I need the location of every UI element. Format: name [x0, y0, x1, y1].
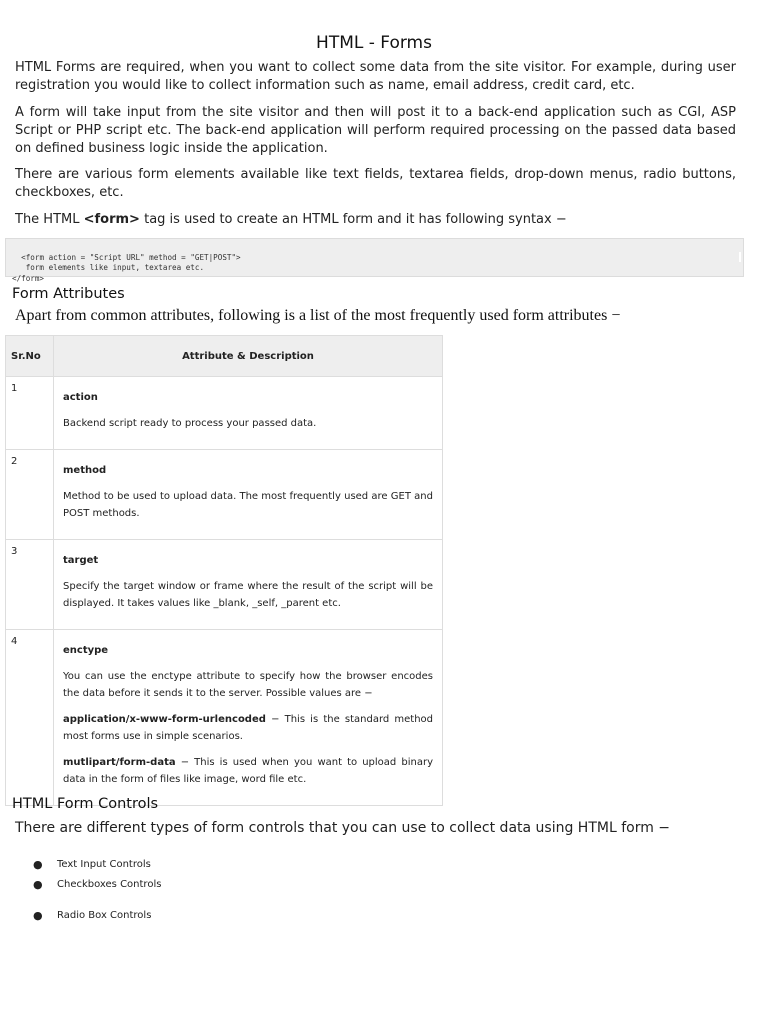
attribute-description: Backend script ready to process your passed data.: [63, 418, 317, 429]
attribute-description: You can use the enctype attribute to specify how the browser encodes the data before it sends it to the server. Possible values are −: [63, 670, 433, 699]
form-controls-intro: There are different types of form controls that you can use to collect data using HTML form −: [15, 820, 671, 836]
form-controls-list: [33, 856, 161, 927]
table-row: [6, 539, 443, 629]
row-number: 1: [6, 377, 54, 450]
enctype-term: application/x-www-form-urlencoded: [63, 713, 266, 725]
form-tag: <form>: [83, 212, 140, 227]
row-number: 3: [6, 539, 54, 629]
enctype-term-description: − This is used when you want to upload binary data in the form of files like image, word file etc.: [63, 756, 433, 785]
enctype-term: mutlipart/form-data: [63, 756, 176, 768]
attribute-name: enctype: [63, 644, 109, 656]
code-text: <form action = "Script URL" method = "GET|POST"> form elements like input, textarea etc. </form>: [12, 252, 241, 283]
enctype-term-description: − This is the standard method most forms use in simple scenarios.: [63, 713, 433, 742]
row-content: [54, 629, 443, 805]
syntax-intro-after: tag is used to create an HTML form and it has following syntax −: [139, 212, 567, 227]
syntax-intro-before: The HTML: [15, 212, 84, 227]
form-attributes-intro: Apart from common attributes, following is a list of the most frequently used form attributes −: [15, 307, 621, 324]
list-item: [33, 876, 161, 896]
enctype-value-urlencoded: [63, 711, 433, 746]
table-row: [6, 629, 443, 805]
attribute-name: method: [63, 464, 107, 476]
code-block: [5, 238, 744, 283]
table-row: [6, 377, 443, 450]
enctype-value-multipart: [63, 754, 433, 789]
row-content: [54, 539, 443, 629]
attribute-name: target: [63, 554, 99, 566]
list-item-label: Radio Box Controls: [57, 910, 152, 921]
list-item: [33, 907, 161, 927]
attribute-description: Specify the target window or frame where the result of the script will be displayed. It takes values like _blank, _self, _parent etc.: [63, 580, 433, 609]
row-number: 4: [6, 629, 54, 805]
intro-paragraph-1: HTML Forms are required, when you want to collect some data from the site visitor. For example, during user registration you would like to collect information such as name, email address, credit card, etc.: [15, 60, 736, 93]
table-row: [6, 449, 443, 539]
syntax-intro: [15, 211, 736, 229]
code-scrollbar[interactable]: [739, 252, 741, 262]
bullet-icon: ●: [33, 858, 43, 871]
header-srno: Sr.No: [6, 336, 54, 377]
list-item: [33, 856, 161, 876]
form-attributes-heading: Form Attributes: [12, 286, 125, 302]
intro-paragraph-3: There are various form elements available like text fields, textarea fields, drop-down menus, radio buttons, checkboxes, etc.: [15, 167, 736, 200]
row-number: 2: [6, 449, 54, 539]
row-content: [54, 449, 443, 539]
attribute-description: Method to be used to upload data. The most frequently used are GET and POST methods.: [63, 490, 433, 519]
list-item-label: Text Input Controls: [57, 859, 151, 870]
form-controls-heading: HTML Form Controls: [12, 796, 159, 812]
table-header-row: [6, 336, 443, 377]
list-item-label: Checkboxes Controls: [57, 879, 162, 890]
attributes-table: [5, 335, 443, 806]
header-attribute-description: Attribute & Description: [54, 336, 443, 377]
intro-paragraph-2: A form will take input from the site visitor and then will post it to a back-end application such as CGI, ASP Script or PHP script etc. The back-end application will perform required processing on the passed data based on defined business logic inside the application.: [15, 105, 736, 156]
page-title: HTML - Forms: [316, 33, 432, 53]
row-content: [54, 377, 443, 450]
bullet-icon: ●: [33, 878, 43, 891]
bullet-icon: ●: [33, 909, 43, 922]
attribute-name: action: [63, 392, 98, 403]
